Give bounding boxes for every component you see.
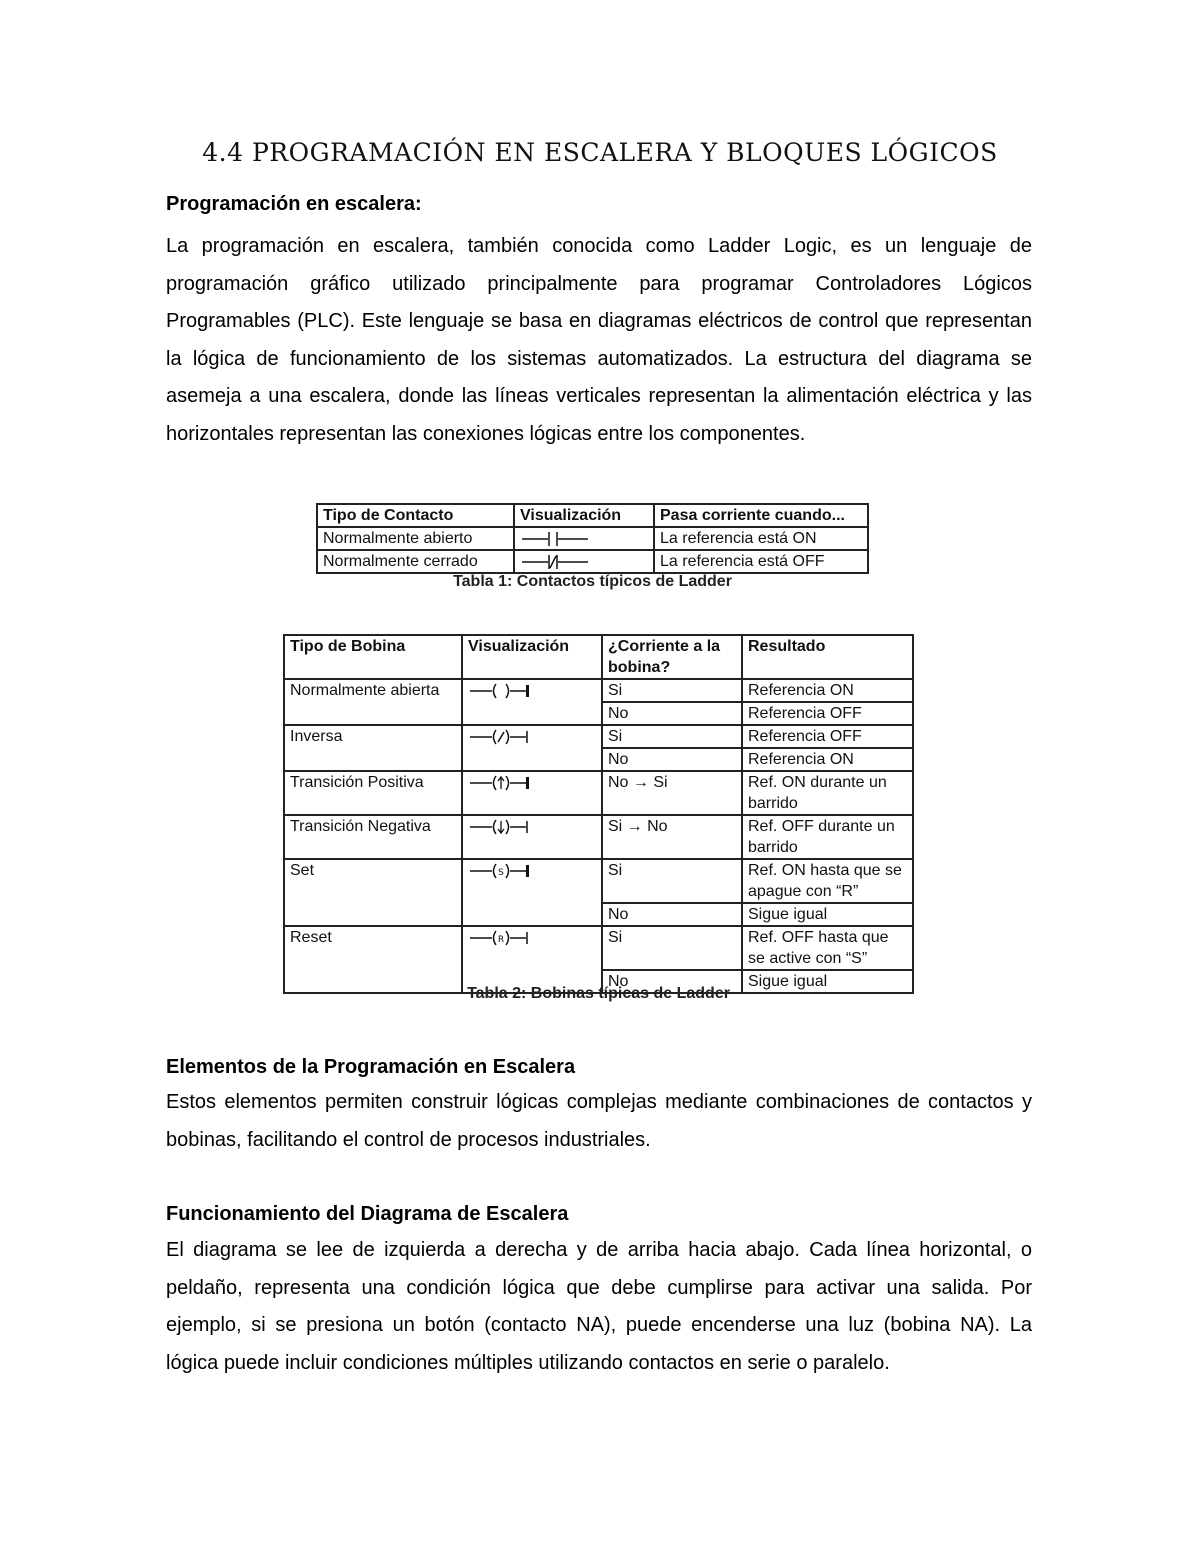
table-cell: Referencia ON [742, 679, 913, 702]
coil-positive-icon [468, 774, 538, 792]
table-cell: Ref. ON durante un barrido [742, 771, 913, 815]
table-cell: Si → No [602, 815, 742, 859]
contact-nc-icon [520, 553, 590, 571]
table-cell: Inversa [284, 725, 462, 771]
table-cell [462, 815, 602, 859]
section-body-elementos: Estos elementos permiten construir lógicas complejas mediante combinaciones de contactos y bobinas, facilitando el control de procesos industriales. [166, 1091, 1032, 1151]
table-cell: Ref. OFF hasta que se active con “S” [742, 926, 913, 970]
svg-text:S: S [498, 867, 504, 878]
table-cell: No [602, 748, 742, 771]
table-cell [462, 771, 602, 815]
page-title: 4.4 PROGRAMACIÓN EN ESCALERA Y BLOQUES LÓGICOS [202, 138, 998, 167]
table-cell: Transición Negativa [284, 815, 462, 859]
table-cell: La referencia está ON [654, 527, 868, 550]
table-row [284, 771, 913, 815]
table-header-cell: ¿Corriente a la bobina? [602, 635, 742, 679]
table-cell: No [602, 970, 742, 993]
table-cell [462, 679, 602, 725]
table-cell: Referencia ON [742, 748, 913, 771]
section-body-programacion: La programación en escalera, también conocida como Ladder Logic, es un lenguaje de programación gráfico utilizado principalmente para programar Controladores Lógicos Programables (PLC). Este lenguaje se basa en diagramas eléctricos de control que representan la lógica de funcionamiento de los sistemas automatizados. La estructura del diagrama se asemeja a una escalera, donde las líneas verticales representan la alimentación eléctrica y las horizontales representan las conexiones lógicas entre los componentes. [166, 235, 1032, 445]
table-cell [462, 926, 602, 993]
table-cell: No → Si [602, 771, 742, 815]
table-cell: Ref. ON hasta que se apague con “R” [742, 859, 913, 903]
table1-caption: Tabla 1: Contactos típicos de Ladder [453, 573, 732, 590]
table-row [284, 679, 913, 702]
table-row [317, 550, 868, 573]
table-header-cell: Visualización [514, 504, 654, 527]
table-header-row [317, 504, 868, 527]
table-cell: Si [602, 725, 742, 748]
coil-open-icon [468, 682, 538, 700]
table-cell [462, 859, 602, 926]
table-cell: La referencia está OFF [654, 550, 868, 573]
svg-text:R: R [497, 934, 505, 945]
table-cell: No [602, 903, 742, 926]
coil-negative-icon [468, 818, 538, 836]
table-cell: Normalmente cerrado [317, 550, 514, 573]
table-header-cell: Pasa corriente cuando... [654, 504, 868, 527]
contacts-table [316, 503, 869, 574]
table-cell: Si [602, 926, 742, 970]
table-cell: Transición Positiva [284, 771, 462, 815]
table-row [284, 859, 913, 903]
coil-set-icon [468, 862, 538, 880]
table-cell: Referencia OFF [742, 725, 913, 748]
table-cell [462, 725, 602, 771]
table2-caption: Tabla 2: Bobinas típicas de Ladder [467, 985, 730, 1002]
table-cell: Reset [284, 926, 462, 993]
section-heading-funcionamiento: Funcionamiento del Diagrama de Escalera [166, 1203, 569, 1225]
table-cell: Si [602, 679, 742, 702]
table-header-cell: Tipo de Bobina [284, 635, 462, 679]
table-header-cell: Tipo de Contacto [317, 504, 514, 527]
coil-reset-icon [468, 929, 538, 947]
table-header-cell: Resultado [742, 635, 913, 679]
coil-inverse-icon [468, 728, 538, 746]
coils-table [283, 634, 914, 994]
table-header-row [284, 635, 913, 679]
table-cell: Set [284, 859, 462, 926]
table-cell: Si [602, 859, 742, 903]
section-body-funcionamiento: El diagrama se lee de izquierda a derecha y de arriba hacia abajo. Cada línea horizontal, o peldaño, representa una condición lógica que debe cumplirse para activar una salida. Por ejemplo, si se presiona un botón (contacto NA), puede encenderse una luz (bobina NA). La lógica puede incluir condiciones múltiples utilizando contactos en serie o paralelo. [166, 1239, 1032, 1374]
table-cell: Referencia OFF [742, 702, 913, 725]
table-cell: Sigue igual [742, 970, 913, 993]
table-row [284, 725, 913, 748]
table-cell [514, 527, 654, 550]
section-heading-programacion: Programación en escalera: [166, 193, 422, 215]
section-heading-elementos: Elementos de la Programación en Escalera [166, 1056, 576, 1078]
table-cell: Ref. OFF durante un barrido [742, 815, 913, 859]
table-row [317, 527, 868, 550]
contact-no-icon [520, 530, 590, 548]
table-cell: Normalmente abierta [284, 679, 462, 725]
table-row [284, 926, 913, 970]
table-row [284, 815, 913, 859]
table-cell: Sigue igual [742, 903, 913, 926]
table-cell: No [602, 702, 742, 725]
table-cell: Normalmente abierto [317, 527, 514, 550]
table-cell [514, 550, 654, 573]
table-header-cell: Visualización [462, 635, 602, 679]
